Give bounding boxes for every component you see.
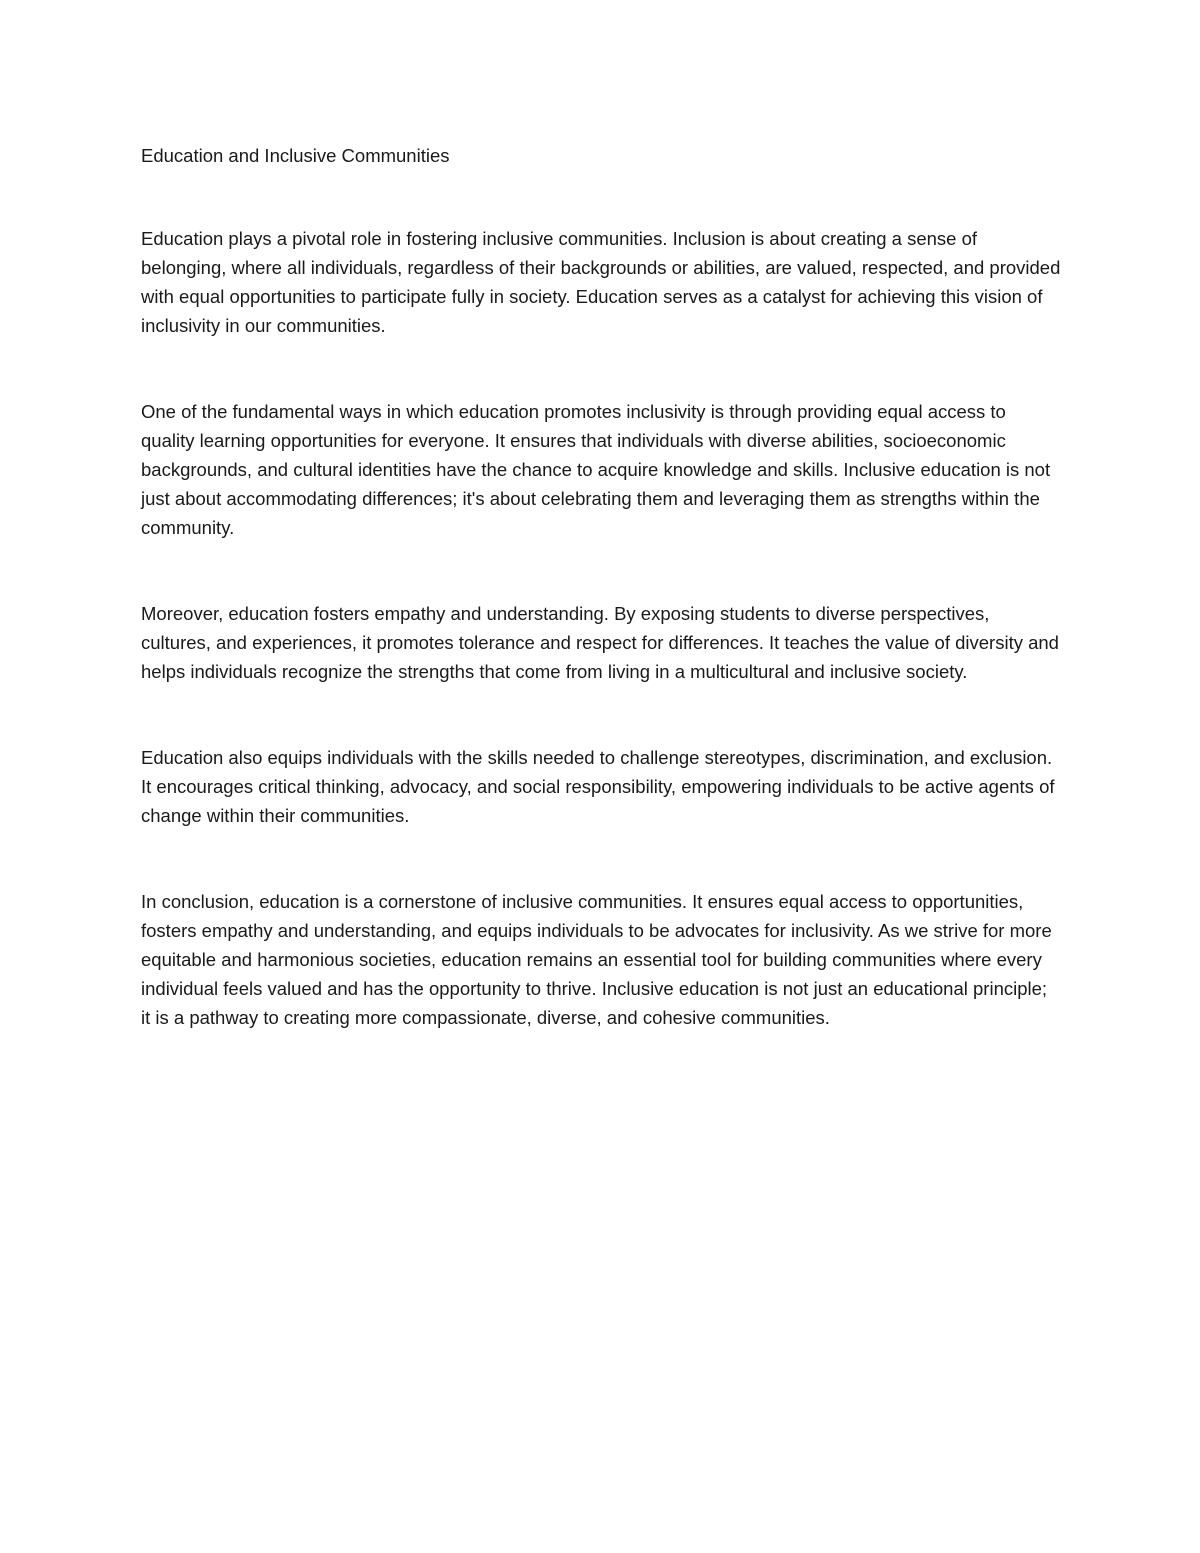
paragraph-conclusion: In conclusion, education is a cornerstone of inclusive communities. It ensures equal access to opportunities, fosters empathy and understanding, and equips individuals to be advocates for inclusivity. As we strive for more equitable and harmonious societies, education remains an essential tool for building communities where every individual feels valued and has the opportunity to thrive. Inclusive education is not just an educational principle; it is a pathway to creating more compassionate, diverse, and cohesive communities.: [141, 891, 1052, 1028]
paragraph-equal-access: One of the fundamental ways in which education promotes inclusivity is through providing equal access to quality learning opportunities for everyone. It ensures that individuals with diverse abilities, socioeconomic backgrounds, and cultural identities have the chance to acquire knowledge and skills. Inclusive education is not just about accommodating differences; it's about celebrating them and leveraging them as strengths within the community.: [141, 401, 1051, 538]
paragraph-empathy: Moreover, education fosters empathy and understanding. By exposing students to diverse perspectives, cultures, and experiences, it promotes tolerance and respect for differences. It teaches the value of diversity and helps individuals recognize the strengths that come from living in a multicultural and inclusive society.: [141, 603, 1059, 682]
document-body: [141, 138, 1061, 1032]
paragraph-skills: Education also equips individuals with the skills needed to challenge stereotypes, discrimination, and exclusion. It encourages critical thinking, advocacy, and social responsibility, empowering individuals to be active agents of change within their communities.: [141, 747, 1055, 826]
paragraph-introduction: Education plays a pivotal role in fostering inclusive communities. Inclusion is about creating a sense of belonging, where all individuals, regardless of their backgrounds or abilities, are valued, respected, and provided with equal opportunities to participate fully in society. Education serves as a catalyst for achieving this vision of inclusivity in our communities.: [141, 228, 1061, 336]
document-title: Education and Inclusive Communities: [141, 145, 450, 166]
